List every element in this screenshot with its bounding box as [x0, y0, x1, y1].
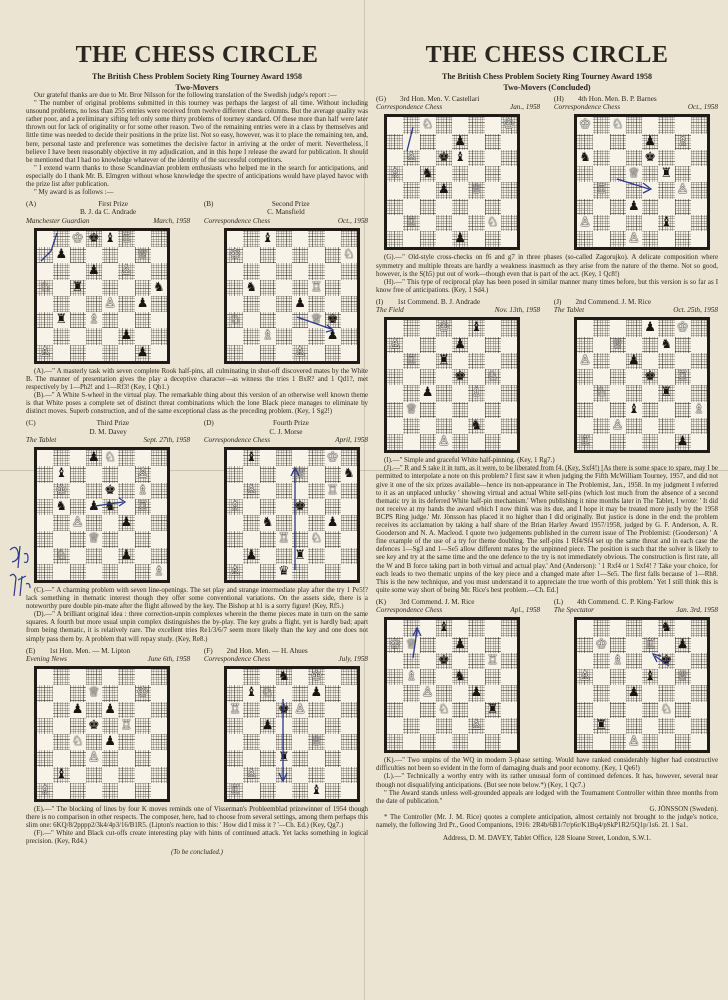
chess-piece: ♙: [676, 182, 689, 198]
chess-piece: ♚: [454, 369, 466, 385]
problem-date: Nov. 13th, 1958: [494, 306, 541, 315]
problem-headers: [376, 95, 718, 111]
chess-piece: ♝: [660, 214, 673, 230]
chess-piece: ♜: [660, 166, 673, 182]
chess-piece: ♘: [343, 247, 355, 263]
problem-header-b: [204, 200, 368, 225]
chess-piece: ♟: [245, 547, 258, 563]
chess-piece: ♞: [55, 498, 68, 514]
problem-source: Correspondence Chess: [553, 103, 621, 112]
problem-letter: (I): [376, 297, 384, 306]
problem-rank: First Prize: [98, 200, 128, 209]
intro-paragraph: " The number of original problems submitted in this tourney was perhaps the largest of all time. Without including unsound problems, no less than 255 entries were received from twelve different chess columns. But the average quality was rather poor, and a preliminary sifting left only some thirty problems of tourney standard. Of these more than half were later thrown out for lack of originality or for some other reason. Two of the remaining entries were in a class by themselves and little time was needed to decide their positions in the prize list. Not so easy, however, was it to place the remaining ten, and, here, personal taste and preference was sometimes the decisive factor in arriving at the order of merit. Nevertheless, I believe I have been reasonably objective in my adjudication, and in this hope I release the award for publication. It should be mentioned that I had no knowledge whatever of the identity of the successful competitors.: [26, 100, 368, 164]
chess-piece: ♚: [104, 482, 116, 498]
problem-source: Correspondence Chess: [203, 216, 271, 225]
problem-source: Manchester Guardian: [26, 216, 90, 225]
problem-source: The Tablet: [26, 435, 57, 444]
page-title: THE CHESS CIRCLE: [425, 42, 669, 68]
chess-piece: ♙: [104, 295, 116, 311]
chess-piece: ♕: [310, 734, 323, 750]
chess-piece: ♗: [693, 401, 705, 417]
problem-letter: (L): [553, 597, 564, 606]
chess-piece: ♙: [88, 750, 100, 766]
chess-piece: ♖: [405, 214, 418, 230]
chess-piece: ♗: [153, 563, 165, 579]
chess-piece: ♙: [470, 717, 483, 733]
chess-piece: ♔: [676, 320, 689, 336]
to-be-concluded: (To be concluded.): [170, 847, 224, 856]
chess-piece: ♖: [120, 230, 133, 246]
editor-address: Address, D. M. DAVEY, Tablet Office, 128 Sloane Street, London, S.W.1.: [443, 834, 651, 843]
chess-piece: ♖: [278, 531, 290, 547]
chess-piece: ♙: [438, 434, 450, 450]
problem-letter: (F): [203, 646, 213, 655]
chess-piece: ♞: [579, 149, 591, 165]
chess-piece: ♞: [660, 336, 673, 352]
chess-piece: ♘: [71, 734, 84, 750]
chess-piece: ♗: [611, 652, 624, 668]
problem-comment: (K).—" Two unpins of the WQ in modern 3-phase setting. Would have ranked considerably higher had constructive difficulties not been so evident in the form of damaging duals and poor economy. (Key, 1 Qe6!): [376, 757, 718, 773]
chess-piece: ♜: [660, 385, 673, 401]
chess-piece: ♜: [294, 547, 306, 563]
chess-piece: ♖: [326, 482, 339, 498]
chess-diagram-j: [574, 317, 710, 453]
chess-piece: ♜: [438, 352, 450, 368]
chess-piece: ♚: [438, 149, 450, 165]
chess-piece: ♝: [55, 466, 68, 482]
problem-rank: Third Prize: [96, 419, 130, 428]
chess-piece: ♟: [438, 182, 450, 198]
problem-date: Sept. 27th, 1958: [143, 435, 191, 444]
chess-piece: ♗: [261, 328, 274, 344]
chess-piece: ♕: [294, 466, 306, 482]
problem-headers: [26, 647, 368, 663]
chess-piece: ♖: [136, 498, 149, 514]
chess-piece: ♘: [261, 685, 274, 701]
intro-paragraph: " My award is as follows :—: [34, 189, 114, 197]
chess-piece: ♞: [454, 669, 466, 685]
problem-letter: (K): [376, 597, 386, 606]
chess-piece: ♖: [405, 352, 418, 368]
problem-header-f: [204, 647, 368, 663]
chess-piece: ♚: [278, 701, 290, 717]
problem-composer: C. J. Morse: [269, 427, 303, 436]
chess-diagram-e: [34, 666, 170, 802]
chess-piece: ♞: [278, 669, 290, 685]
chess-diagram-f: [224, 666, 360, 802]
chess-piece: ♟: [676, 636, 689, 652]
problem-date: Oct., 1958: [687, 103, 718, 112]
chess-piece: ♝: [245, 685, 258, 701]
chess-piece: ♟: [676, 434, 689, 450]
problem-header-j: [554, 298, 718, 314]
chess-piece: ♙: [579, 352, 591, 368]
chess-piece: ♔: [438, 320, 450, 336]
chess-piece: ♟: [88, 263, 100, 279]
problem-comment: (A).—" A masterly task with seven complete Rook half-pins, all culminating in shut-off discovered mates by the White B. The manner of presentation gives the play a deceptive character—as witness the tries 1 BxR? and 1 Qd1?, met respectively by 1—Ph2! and 1—Rf3! (Key, 1 Qb1.): [26, 367, 368, 392]
chess-piece: ♚: [644, 149, 656, 165]
problem-date: Oct., 1958: [337, 216, 368, 225]
chess-piece: ♟: [71, 701, 84, 717]
award-statement: " The Award stands unless well-grounded appeals are lodged with the Tournament Controller within three months from the date of publication.": [376, 789, 718, 805]
problem-source: Correspondence Chess: [376, 606, 443, 615]
chess-piece: ♗: [470, 385, 483, 401]
chess-piece: ♙: [71, 515, 84, 530]
chess-piece: ♕: [88, 685, 100, 701]
chess-piece: ♕: [628, 166, 640, 182]
problem-rank: Second Prize: [271, 200, 310, 209]
problem-letter: (A): [26, 200, 36, 209]
intro-paragraph: " I extend warm thanks to those Scandinavian problem enthusiasts who helped me in the search for anticipations, and especially do I thank Mr. B. Elmgren without whose knowledge the spectre of anticipations would have played havoc with the prize list after publication.: [26, 164, 368, 189]
chess-piece: ♘: [660, 701, 673, 717]
chess-piece: ♞: [153, 279, 165, 295]
problem-letter: (C): [26, 419, 36, 428]
chess-piece: ♞: [421, 166, 434, 182]
problem-comment: (C).—" A charming problem with seven line-openings. The set play and strange intermediate play after the try 1 Pe5!? lack something in thematic interest though they offer some conventional variations. On the assets side, there is a noteworthy pure double pin-mate after the flight allowed by the key. The Bishop at h1 is a sorry figure! (Key, Rf5.): [26, 587, 368, 611]
chess-piece: ♘: [55, 547, 68, 563]
chess-piece: ♖: [595, 182, 608, 198]
problem-date: Oct. 25th, 1958: [673, 306, 718, 315]
chess-piece: ♕: [88, 531, 100, 547]
problem-comment: (H).—" This type of reciprocal play has been posed in similar manner many times before, but this version is so far as I know free of anticipations. (Key, 1 Sd4.): [376, 278, 718, 294]
problem-rank: 4th Hon. Men. B. P. Barnes: [577, 95, 657, 103]
chess-piece: ♟: [628, 685, 640, 701]
problem-letter: (J): [553, 297, 562, 306]
chess-piece: ♝: [644, 669, 656, 685]
chess-piece: ♘: [421, 117, 434, 133]
chess-piece: ♘: [104, 450, 116, 465]
problem-rank: 2nd Hon. Men. — H. Ahues: [226, 646, 308, 655]
chess-diagram-a: [34, 228, 170, 364]
problem-header-l: [554, 598, 718, 614]
chess-piece: ♖: [676, 369, 689, 385]
problem-comment: (D).—" A brilliant original idea : three correction-unpin complexes wherein the theme pieces mate in turn on the same squares. A fourth but more usual unpin complex distinguishes the by-play. The key grabs a flight, yet is hardly bad; apart from being thematic, it is relatively rare. The excellent tries Re1/3/6/7 seem more likely than the key and one does not simply pass them by. A problem that will repay study. (Key, Re8.): [26, 611, 368, 643]
chess-piece: ♔: [55, 482, 68, 498]
chess-piece: ♙: [628, 734, 640, 750]
problem-header-k: [376, 598, 540, 614]
chess-piece: ♕: [611, 336, 624, 352]
chess-piece: ♘: [310, 531, 323, 547]
chess-piece: ♖: [229, 782, 241, 798]
chess-piece: ♟: [421, 385, 434, 401]
chess-piece: ♝: [470, 320, 483, 336]
chess-piece: ♘: [438, 701, 450, 717]
chess-piece: ♙: [611, 417, 624, 433]
diagram-row: [376, 114, 718, 250]
chess-piece: ♕: [470, 182, 483, 198]
chess-piece: ♟: [326, 515, 339, 530]
chess-piece: ♗: [676, 133, 689, 149]
chess-piece: ♗: [136, 482, 149, 498]
problem-date: March, 1958: [153, 216, 191, 225]
chess-piece: ♗: [39, 782, 51, 798]
chess-piece: ♙: [579, 214, 591, 230]
chess-piece: ♙: [628, 231, 640, 247]
problem-rank: 1st Commend. B. J. Andrade: [397, 297, 481, 306]
chess-piece: ♟: [470, 685, 483, 701]
chess-piece: ♛: [278, 563, 290, 579]
chess-piece: ♟: [454, 133, 466, 149]
chess-piece: ♕: [405, 401, 418, 417]
chess-piece: ♟: [326, 328, 339, 344]
chess-piece: ♙: [229, 563, 241, 579]
chess-piece: ♟: [644, 133, 656, 149]
chess-piece: ♟: [120, 547, 133, 563]
problem-letter: (B): [203, 200, 214, 209]
chess-piece: ♟: [454, 336, 466, 352]
problem-source: Correspondence Chess: [203, 435, 271, 444]
problem-composer: C. Mansfield: [267, 208, 305, 217]
problem-rank: 2nd Commend. J. M. Rice: [575, 297, 652, 306]
problem-comment: (J).—" R and S take it in turn, as it were, to be liberated from f4. (Key, Sxf4!) [As there is some space to spare, may I be permitted to interpolate a note on this problem? I first saw it when judging the Fifth McWilliam Tourney, 1957, and did not give it one of the six prizes available—hence its non-appearance in The Problemist, Jan., 1958. In my judgment I referred to it as an unplaced unlucky ' showing virtual and actual White self-pins (which lost much from the absence of a second thematic try in its deferred White half-pin mechanism.' When publishing it nine months later in The Tablet, I wrote: ' It did not receive at my hands the award which I now think was its due, and I hope it may be treated more justly by the 1958 BCPS Ring judge.' Mr. Jönsson has placed it no higher than I did originally. But justice is done in the end: the problem receives its acclamation by taking a half share of the Brian Harley Award 1957/1958, judged by G. F. Anderson, A. R. Gooderson and N. A. Macleod. I quote two judgements published in the current issue of The Problemist: (Gooderson) ' A fine example of the use of a try for theme doubling. The self-pins 1 Rf4/Sf4 set up the same threat and in each case the defences 1—Sg3 and 1—Se5 allow different mates by the unpinned piece. The position is such that the solver is likely to see key and try at the same time and the one defence to the try is not immediately obvious. The construction is first rate, all the W and B force taking part in both virtual and actual play.' And (Anderson): ' 1 Rxf4 or 1 Sxf4! ? Take your choice, for each leads to two thematic unpins of the key piece and a changed mate after 1—Se5. The first falls because of 1—Rh8. This is the new technique, and you must understand it to appreciate the true worth of this problem.' Yet I still think this is quite some way short of being Mr. Rice's best problem.—Ch. Ed.]: [376, 465, 718, 594]
left-column: [26, 42, 368, 856]
chess-piece: ♚: [660, 652, 673, 668]
chess-piece: ♝: [261, 230, 274, 246]
chess-piece: ♗: [405, 669, 418, 685]
chess-piece: ♙: [120, 263, 133, 279]
diagram-row: [376, 617, 718, 753]
chess-piece: ♟: [644, 320, 656, 336]
problem-header-g: [376, 95, 540, 111]
diagram-row: [26, 666, 368, 802]
chess-piece: ♟: [136, 295, 149, 311]
chess-diagram-h: [574, 114, 710, 250]
diagram-row: [26, 447, 368, 583]
chess-piece: ♔: [579, 117, 591, 133]
chess-diagram-c: [34, 447, 170, 583]
chess-piece: ♞: [470, 417, 483, 433]
chess-piece: ♚: [438, 652, 450, 668]
problem-letter: (D): [203, 419, 214, 428]
problem-rank: Fourth Prize: [273, 419, 309, 428]
problem-header-i: [376, 298, 540, 314]
problem-composer: D. M. Davey: [89, 427, 127, 436]
chess-piece: ♟: [628, 352, 640, 368]
chess-piece: ♞: [104, 498, 116, 514]
problem-comment: (I).—" Simple and graceful White half-pinning. (Key, 1 Rg7.): [384, 457, 555, 465]
chess-piece: ♞: [660, 620, 673, 636]
chess-piece: ♚: [326, 312, 339, 328]
chess-piece: ♚: [88, 230, 100, 246]
problem-comment: (B).—" A White S-wheel in the virtual play. The remarkable thing about this version of an otherwise well known theme is that White poses a complete set of distinct threat combinations which the lone Black piece manages to eliminate by distinct moves. Superb construction, and of the same exceptional class as the preceding problem. (Key, 1 Sg2!): [26, 392, 368, 416]
chess-piece: ♜: [595, 717, 608, 733]
chess-piece: ♜: [71, 279, 84, 295]
chess-piece: ♚: [644, 369, 656, 385]
chess-piece: ♟: [136, 344, 149, 360]
chess-piece: ♘: [39, 279, 51, 295]
section-heading: Two-Movers (Concluded): [503, 83, 591, 92]
chess-piece: ♙: [405, 149, 418, 165]
chess-piece: ♔: [326, 450, 339, 465]
chess-piece: ♖: [310, 279, 323, 295]
chess-piece: ♙: [421, 685, 434, 701]
chess-piece: ♘: [486, 214, 499, 230]
chess-piece: ♝: [628, 401, 640, 417]
chess-piece: ♕: [405, 636, 418, 652]
problem-header-d: [204, 419, 368, 444]
chess-piece: ♟: [120, 515, 133, 530]
chess-piece: ♟: [88, 498, 100, 514]
problem-rank: 1st Hon. Men. — M. Lipton: [49, 646, 131, 655]
problem-letter: (E): [26, 646, 36, 655]
chess-diagram-k: [384, 617, 520, 753]
problem-date: Apl., 1958: [510, 606, 541, 615]
chess-piece: ♚: [88, 717, 100, 733]
chess-piece: ♕: [136, 247, 149, 263]
problem-rank: 3rd Commend. J. M. Rice: [399, 597, 475, 606]
chess-piece: ♔: [310, 669, 323, 685]
chess-piece: ♔: [503, 117, 515, 133]
problem-source: The Field: [376, 306, 404, 315]
problem-source: The Spectator: [553, 606, 594, 615]
chess-piece: ♟: [310, 685, 323, 701]
chess-piece: ♜: [55, 312, 68, 328]
chess-piece: ♖: [579, 434, 591, 450]
problem-headers: [26, 419, 368, 444]
chess-piece: ♝: [245, 450, 258, 465]
page-subtitle: The British Chess Problem Society Ring Tourney Award 1958: [92, 72, 302, 81]
problem-rank: 4th Commend. C. P. King-Farlow: [577, 597, 674, 606]
chess-piece: ♕: [676, 669, 689, 685]
chess-piece: ♚: [294, 498, 306, 514]
chess-piece: ♟: [104, 734, 116, 750]
chess-piece: ♟: [261, 717, 274, 733]
chess-piece: ♝: [454, 149, 466, 165]
problem-header-e: [26, 647, 190, 663]
controller-note: * The Controller (Mr. J. M. Rice) quotes a complete anticipation, almost certainly not brought to the judge's notice, namely, the following 3rd Pr., Good Companions, 1916: 2R4b/6B1/7r/p6r/K1Bq4/pSkP1R2/5Q1p/1s6. 2I. 1 Sa1.: [376, 813, 718, 830]
chess-diagram-l: [574, 617, 710, 753]
chess-piece: ♝: [310, 782, 323, 798]
chess-piece: ♗: [389, 166, 401, 182]
problem-date: Jan. 3rd, 1958: [676, 606, 718, 615]
chess-piece: ♖: [644, 636, 656, 652]
problem-source: Correspondence Chess: [376, 103, 443, 112]
chess-piece: ♕: [310, 312, 323, 328]
page-title: THE CHESS CIRCLE: [75, 42, 319, 68]
intro-paragraph: Our grateful thanks are due to Mr. Bror Nilsson for the following translation of the Swedish judge's report :—: [34, 92, 337, 99]
chess-piece: ♞: [245, 279, 258, 295]
chess-piece: ♟: [628, 198, 640, 214]
problem-source: The Tablet: [553, 306, 585, 315]
chess-piece: ♔: [71, 230, 84, 246]
chess-piece: ♙: [245, 766, 258, 782]
problem-comment: (G).—" Old-style cross-checks on f6 and g7 in three phases (so-called Zagorujko). A delicate composition where symmetry and multiple threats are hardly a weakness inasmuch as they arise from the nature of the theme. Not so good, however, is the S(h5) put out of work—though even that is part of the act. (Key, 1 Qc8!): [376, 254, 718, 278]
chess-piece: ♟: [120, 328, 133, 344]
chess-piece: ♝: [104, 230, 116, 246]
chess-piece: ♙: [39, 344, 51, 360]
problem-headers: [26, 200, 368, 225]
chess-piece: ♙: [294, 701, 306, 717]
chess-piece: ♟: [294, 295, 306, 311]
problem-headers: [376, 298, 718, 314]
chess-piece: ♖: [120, 717, 133, 733]
problem-date: Jan., 1958: [510, 103, 541, 112]
section-heading: Two-Movers: [175, 83, 219, 92]
problem-source: Evening News: [26, 654, 67, 663]
problem-letter: (G): [376, 95, 386, 103]
chess-piece: ♔: [595, 636, 608, 652]
problem-date: July, 1958: [338, 654, 368, 663]
right-column: [376, 42, 718, 842]
problem-composer: B. J. da C. Andrade: [80, 208, 137, 217]
chess-piece: ♔: [229, 247, 241, 263]
problem-header-h: [554, 95, 718, 111]
chess-piece: ♗: [229, 498, 241, 514]
problem-comment: (E).—" The blocking of lines by four K moves reminds one of Visserman's Probleemblad prizewinner of 1954 though there is no comparison in other respects. The composer, here, had to choose from several settings, among them perhaps this slim one: 6KQ/8/2pppp2/3k4/4p3/16/B1R5. (Lipton's reaction to this: ' How did I miss it ? '—Ch. Ed.) (Key, Qg7.): [26, 806, 368, 830]
chess-piece: ♔: [389, 636, 401, 652]
problem-letter: (H): [553, 95, 564, 103]
chess-piece: ♟: [104, 701, 116, 717]
chess-diagram-b: [224, 228, 360, 364]
chess-piece: ♔: [136, 685, 149, 701]
chess-diagram-i: [384, 317, 520, 453]
chess-piece: ♘: [611, 117, 624, 133]
chess-piece: ♘: [229, 312, 241, 328]
chess-piece: ♟: [454, 636, 466, 652]
problem-date: April, 1958: [335, 435, 368, 444]
chess-piece: ♝: [55, 766, 68, 782]
chess-piece: ♙: [389, 336, 401, 352]
chess-piece: ♟: [55, 247, 68, 263]
problem-source: Correspondence Chess: [203, 654, 271, 663]
chess-piece: ♞: [343, 466, 355, 482]
chess-piece: ♘: [486, 369, 499, 385]
chess-piece: ♙: [136, 466, 149, 482]
problem-headers: [376, 598, 718, 614]
chess-diagram-g: [384, 114, 520, 250]
problem-header-c: [26, 419, 190, 444]
problem-comment: (L).—" Technically a worthy entry with its rather unusual form of continued defences. It has, however, several near though not disqualifying anticipations. (But see note below.*) (Key, 1 Qc7.): [376, 773, 718, 789]
chess-piece: ♜: [486, 701, 499, 717]
chess-piece: ♙: [294, 344, 306, 360]
problem-comment: (F).—" White and Black cut-offs create interesting play with hints of continued attack. Yet lacks something in logical precision. (Key, Rd4.): [26, 830, 368, 846]
chess-piece: ♜: [278, 750, 290, 766]
chess-piece: ♝: [438, 620, 450, 636]
diagram-row: [26, 228, 368, 364]
problem-date: June 6th, 1958: [147, 654, 191, 663]
problem-rank: 3rd Hon. Men. V. Castellari: [399, 95, 480, 103]
chess-piece: ♘: [595, 385, 608, 401]
problem-header-a: [26, 200, 190, 225]
page-subtitle: The British Chess Problem Society Ring Tourney Award 1958: [442, 72, 652, 81]
chess-piece: ♞: [261, 515, 274, 530]
chess-piece: ♗: [88, 312, 100, 328]
chess-piece: ♙: [579, 669, 591, 685]
chess-piece: ♙: [245, 482, 258, 498]
chess-piece: ♟: [88, 450, 100, 465]
judge-signature: G. JÖNSSON (Sweden).: [649, 805, 718, 813]
chess-piece: ♟: [454, 231, 466, 247]
chess-piece: ♖: [486, 652, 499, 668]
chess-diagram-d: [224, 447, 360, 583]
chess-piece: ♖: [229, 701, 241, 717]
diagram-row: [376, 317, 718, 453]
